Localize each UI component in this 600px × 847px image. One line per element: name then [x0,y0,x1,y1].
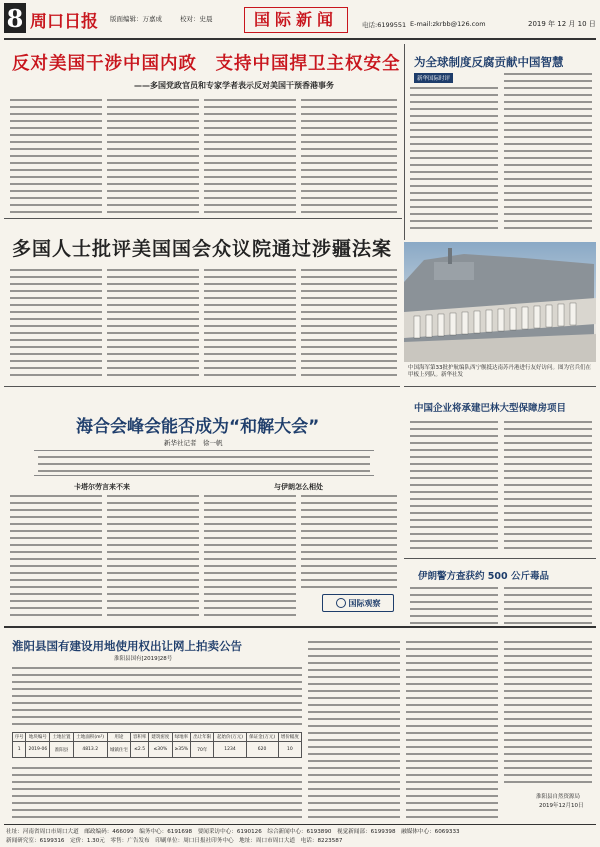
article-anti-corruption [404,44,596,240]
article2-headline: 多国人士批评美国国会众议院通过涉疆法案 [12,238,393,260]
article4-body [504,418,592,554]
editor-line: 版面编辑：万嘉成 [110,15,162,23]
sailor [486,310,492,332]
side-headline: 为全球制度反腐贡献中国智慧 [414,55,564,69]
masthead [0,0,600,40]
notice-date: 2019年12月10日 [539,803,584,809]
footer-line1: 社址：河南省周口市周口大道 邮政编码：466099 编务中心：6191698 要闻采访中心：6190126 综合新闻中心：6193890 视觉新闻部：6199398 融媒体中心：6069333 [6,829,460,835]
table-cell: ≥35% [172,742,191,758]
section-title: 国际新闻 [244,7,348,33]
land-auction-notice [4,626,596,822]
notice-table [12,732,302,758]
table-cell: 建筑密度 [149,733,172,742]
article5-body [410,584,498,624]
side-body [504,70,592,234]
article3-sub1: 卡塔尔劳言来不来 [74,483,130,491]
divider [4,386,400,387]
article3-lead [34,450,374,476]
table-cell: 土地位置 [50,733,73,742]
table-cell: 城镇住宅 [107,742,130,758]
table-cell: 1 [13,742,26,758]
table-cell: 用途 [107,733,130,742]
table-cell: 10 [278,742,301,758]
table-cell: 绿地率 [172,733,191,742]
table-cell: 起始价(万元) [214,733,246,742]
page-number: 8 [6,4,24,33]
phone-line: 电话:6199551 [362,21,407,29]
article5-headline: 伊朗警方查获约 500 公斤毒品 [418,571,549,582]
notice-headline: 淮阳县国有建设用地使用权出让网上拍卖公告 [12,639,242,653]
article3-body [10,492,102,616]
table-cell: ≤2.5 [130,742,148,758]
article1-headline: 反对美国干涉中国内政 支持中国捍卫主权安全 [12,54,401,74]
article3-body [107,492,199,616]
article1-body [301,96,397,216]
article3-byline: 新华社记者 徐一帆 [164,439,223,447]
article1-subhead: ——多国党政官员和专家学者表示反对美国干预香港事务 [134,81,334,90]
footer-line2: 新闻研究室：6199316 定价：1.30元 零售：广告发布 印刷单位：周口日报社印务中心 地址：周口市周口大道 电话：8223587 [6,838,343,844]
sailor [438,314,444,336]
sailor [546,305,552,327]
table-cell: 序号 [13,733,26,742]
table-cell: 2019-06 [26,742,50,758]
article-xinjiang [4,222,400,382]
table-cell: 增价幅度 [278,733,301,742]
table-row [13,742,302,758]
notice-body [406,638,498,820]
article2-body [10,266,102,376]
table-cell: 70年 [191,742,214,758]
sailor [450,313,456,335]
masthead-rule [4,38,596,40]
divider [4,218,402,219]
table-cell: 淮阳县 [50,742,73,758]
sailor [570,303,576,325]
notice-body [12,664,302,728]
notice-body [504,638,592,788]
article1-body [10,96,102,216]
sailor [474,311,480,333]
side-tag: 新华国际时评 [414,73,453,83]
table-cell: 容积率 [130,733,148,742]
footer [4,824,596,846]
globe-icon [336,598,346,608]
article-hong-kong [4,44,400,220]
article3-sub2: 与伊朗怎么相处 [274,483,323,491]
sailor [522,307,528,329]
badge-text: 国际观察 [348,598,381,608]
article4-headline: 中国企业将承建巴林大型保障房项目 [414,403,567,414]
ship-mast [448,248,452,264]
divider [404,44,405,240]
sailor [426,315,432,337]
notice-doc-no: 淮阳县国有[2019]28号 [114,656,173,662]
sailor [510,308,516,330]
sailor [534,306,540,328]
article-iran [404,558,596,626]
date-line: 2019 年 12 月 10 日 [528,20,596,28]
ship-illustration [404,242,596,362]
notice-body [308,638,400,820]
sailor [558,304,564,326]
sailor [414,316,420,338]
article4-body [410,418,498,554]
article3-body [204,492,296,616]
article1-body [204,96,296,216]
divider [404,386,596,387]
article-gcc [4,386,400,620]
table-cell: 出让年限 [191,733,214,742]
table-cell: 4813.2 [73,742,107,758]
side-body [410,84,498,234]
divider [404,558,596,559]
email-line: E-mail:zkrbb@126.com [410,20,486,28]
photo-caption: 中国海军第33批护航编队西宁舰抵达南苏丹港进行友好访问。图为官兵们在甲板上列队。新华社发 [408,365,592,378]
lead-text [38,453,370,475]
sailor [498,309,504,331]
article3-body [301,492,397,590]
table-header [13,733,302,742]
ship-photo [404,242,596,362]
table-cell: 保证金(万元) [246,733,278,742]
intl-observation-badge [322,594,394,612]
table-cell: 土地面积(m²) [73,733,107,742]
article2-body [204,266,296,376]
article3-headline: 海合会峰会能否成为“和解大会” [76,417,320,437]
table-cell: 地块编号 [26,733,50,742]
article2-body [107,266,199,376]
article2-body [301,266,397,376]
proof-line: 校对：史晨 [180,15,213,23]
sailor [462,312,468,334]
notice-body [12,764,302,820]
ship-superstructure [434,262,474,280]
notice-issuer: 淮阳县自然资源局 [536,794,581,800]
article1-body [107,96,199,216]
article-bahrain [404,386,596,558]
paper-name: 周口日报 [30,12,98,32]
article5-body [504,584,592,624]
table-cell: 1234 [214,742,246,758]
table-cell: ≤30% [149,742,172,758]
table-cell: 620 [246,742,278,758]
